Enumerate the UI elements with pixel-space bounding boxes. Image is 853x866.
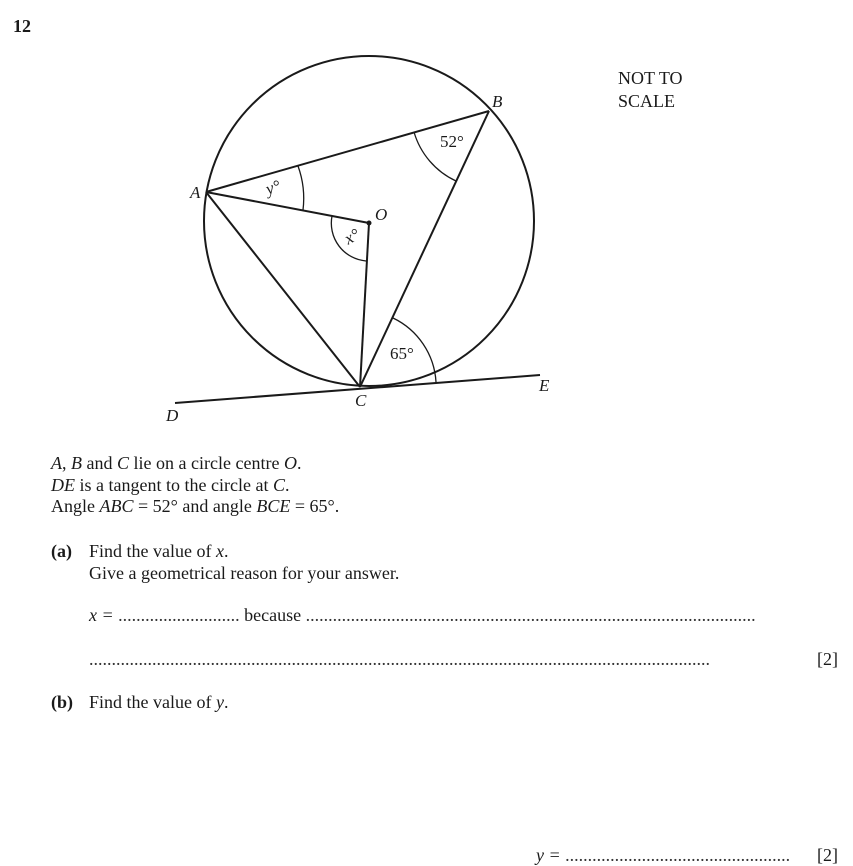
- part-b-label: (b): [51, 692, 73, 712]
- part-b-answer-prefix: y =: [536, 845, 561, 865]
- point-label-o: O: [375, 205, 388, 224]
- angle-label-x: x°: [341, 224, 363, 249]
- part-a-label: (a): [51, 541, 72, 561]
- part-b-answer-line: [536, 845, 790, 866]
- point-label-d: D: [166, 406, 179, 425]
- part-b-question: Find the value of y.: [89, 692, 229, 712]
- part-a-answer-line: [89, 605, 756, 626]
- chord-ac: [206, 192, 360, 387]
- centre-point: [367, 221, 372, 226]
- point-label-e: E: [539, 376, 550, 395]
- part-a-line-2: Give a geometrical reason for your answer.: [89, 562, 400, 583]
- part-a-marks: [2]: [817, 649, 838, 669]
- part-a-line-1: Find the value of x.: [89, 541, 229, 561]
- part-a-reason-field[interactable]: ....................................................................................................: [305, 605, 756, 625]
- stem-line-2: DE is a tangent to the circle at C.: [51, 474, 290, 495]
- point-label-c: C: [355, 391, 367, 410]
- question-stem: [51, 453, 339, 518]
- radius-oa: [206, 192, 369, 223]
- part-a-reason-field-2[interactable]: ..........................................................................................................................................: [89, 649, 710, 669]
- part-a-reason-line-2: [89, 649, 710, 670]
- angle-label-abc: 52°: [440, 132, 464, 151]
- question-number: 12: [13, 16, 31, 36]
- because-label: because: [244, 605, 302, 625]
- angle-label-bce: 65°: [390, 344, 414, 363]
- point-label-b: B: [492, 92, 503, 111]
- chord-ab: [206, 111, 489, 192]
- part-a-answer-field[interactable]: ...........................: [118, 605, 240, 625]
- point-label-a: A: [190, 183, 201, 202]
- part-a-answer-prefix: x =: [89, 605, 114, 625]
- note-line-2: SCALE: [618, 91, 676, 111]
- note-line-1: NOT TO: [618, 68, 683, 88]
- radius-oc: [360, 223, 369, 387]
- stem-line-3: Angle ABC = 52° and angle BCE = 65°.: [51, 496, 340, 516]
- stem-line-1: A, B and C lie on a circle centre O.: [51, 453, 302, 473]
- part-a-question: [89, 541, 399, 584]
- angle-label-y: y°: [263, 176, 283, 199]
- part-b-marks: [2]: [817, 845, 838, 865]
- part-b-answer-field[interactable]: ..................................................: [565, 845, 791, 865]
- angle-arc-y: [298, 166, 304, 210]
